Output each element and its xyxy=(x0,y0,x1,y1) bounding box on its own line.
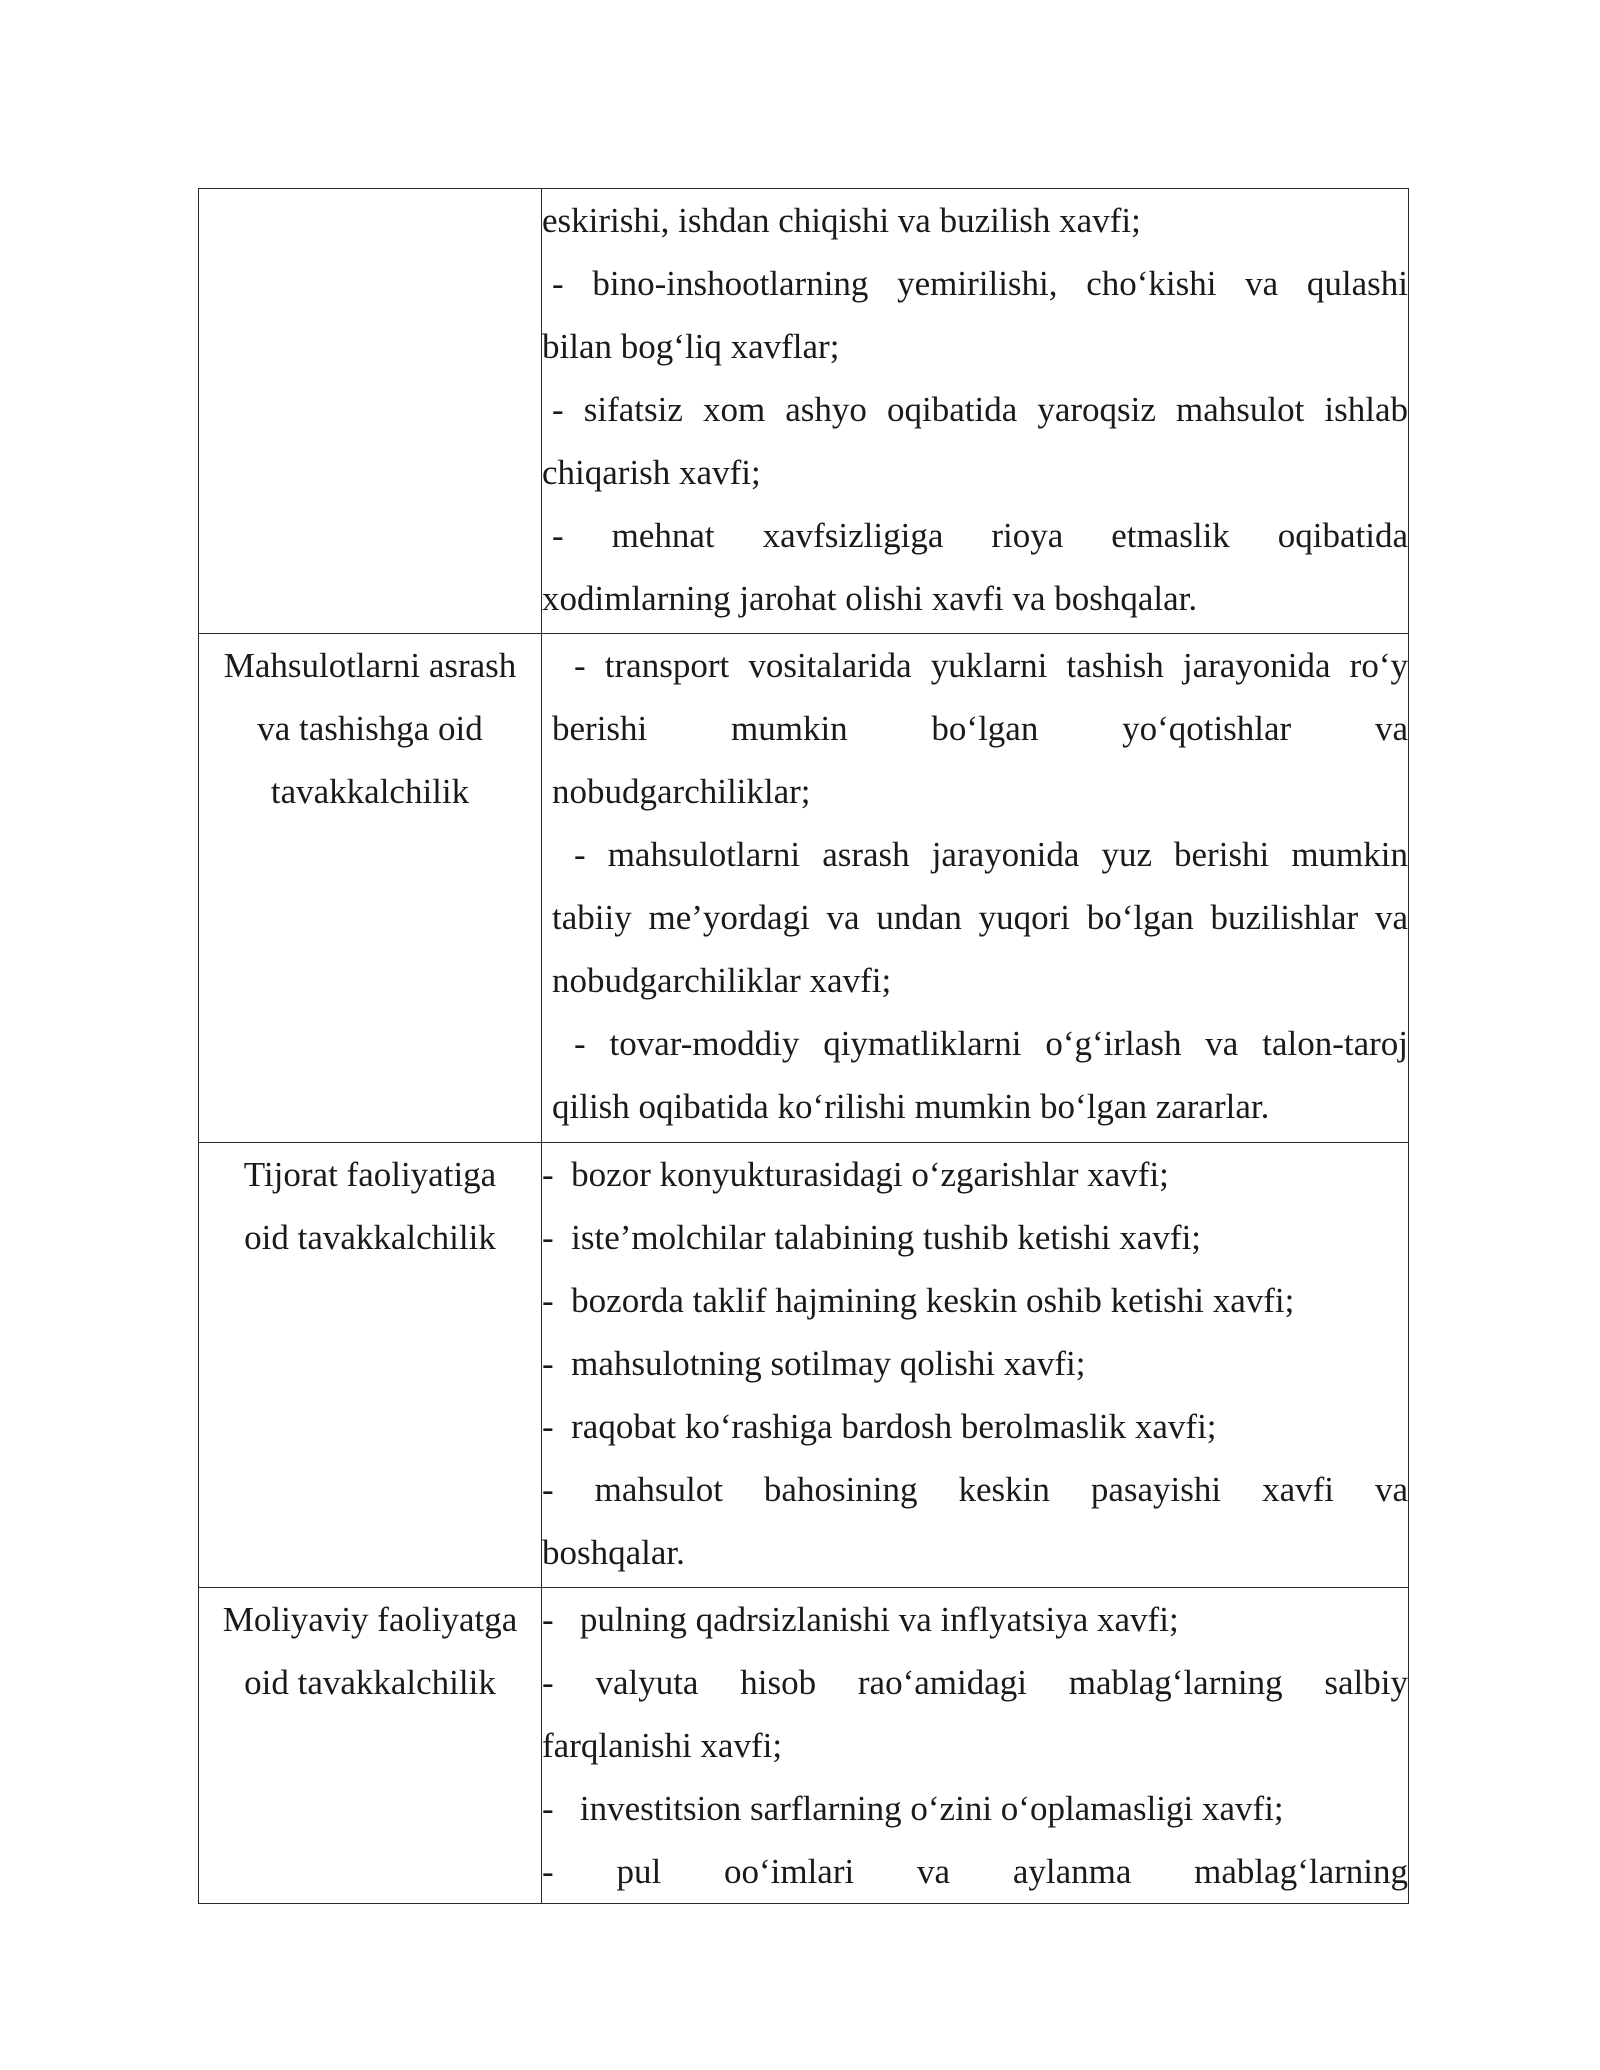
risk-table-body xyxy=(199,189,1409,1904)
description-line: nobudgarchiliklar; xyxy=(552,772,811,811)
description-line: - valyuta hisob rao‘amidagi mablag‘larning salbiy xyxy=(542,1663,1408,1702)
category-cell xyxy=(199,634,542,1143)
description-line: nobudgarchiliklar xavfi; xyxy=(552,961,892,1000)
category-cell xyxy=(199,189,542,634)
table-row xyxy=(199,189,1409,634)
description-line: - transport vositalarida yuklarni tashish jarayonida ro‘y xyxy=(574,646,1408,685)
description-line: - bino-inshootlarning yemirilishi, cho‘kishi va qulashi xyxy=(552,264,1408,303)
description-line: - tovar-moddiy qiymatliklarni o‘g‘irlash va talon-taroj xyxy=(574,1024,1408,1063)
description-cell xyxy=(542,1588,1409,1904)
table-row xyxy=(199,1588,1409,1904)
description-line: - iste’molchilar talabining tushib ketishi xavfi; xyxy=(542,1218,1202,1257)
description-line: - bozorda taklif hajmining keskin oshib ketishi xavfi; xyxy=(542,1281,1295,1320)
category-line: Tijorat faoliyatiga xyxy=(243,1155,497,1194)
category-line: Mahsulotlarni asrash xyxy=(223,646,517,685)
description-line: tabiiy me’yordagi va undan yuqori bo‘lgan buzilishlar va xyxy=(552,898,1408,937)
description-line: - raqobat ko‘rashiga bardosh berolmaslik xavfi; xyxy=(542,1407,1217,1446)
category-line: tavakkalchilik xyxy=(270,772,470,811)
table-row xyxy=(199,1143,1409,1588)
description-line: bilan bog‘liq xavflar; xyxy=(542,327,840,366)
description-line: eskirishi, ishdan chiqishi va buzilish xavfi; xyxy=(542,201,1141,240)
category-line: va tashishga oid xyxy=(257,709,483,748)
description-cell xyxy=(542,634,1409,1143)
category-line: oid tavakkalchilik xyxy=(244,1663,496,1702)
description-cell xyxy=(542,189,1409,634)
description-line: - pul oo‘imlari va aylanma mablag‘larning xyxy=(542,1852,1408,1891)
description-line: - mahsulot bahosining keskin pasayishi xavfi va xyxy=(542,1470,1408,1509)
description-line: farqlanishi xavfi; xyxy=(542,1726,783,1765)
category-cell xyxy=(199,1143,542,1588)
description-line: - mahsulotlarni asrash jarayonida yuz berishi mumkin xyxy=(574,835,1408,874)
table-row xyxy=(199,634,1409,1143)
description-line: berishi mumkin bo‘lgan yo‘qotishlar va xyxy=(552,709,1408,748)
description-line: chiqarish xavfi; xyxy=(542,453,761,492)
description-line: - sifatsiz xom ashyo oqibatida yaroqsiz mahsulot ishlab xyxy=(552,390,1408,429)
description-line: - bozor konyukturasidagi o‘zgarishlar xavfi; xyxy=(542,1155,1169,1194)
description-line: - mehnat xavfsizligiga rioya etmaslik oqibatida xyxy=(552,516,1408,555)
description-line: qilish oqibatida ko‘rilishi mumkin bo‘lgan zararlar. xyxy=(552,1087,1270,1126)
description-line: xodimlarning jarohat olishi xavfi va boshqalar. xyxy=(542,579,1198,618)
description-line: - investitsion sarflarning o‘zini o‘oplamasligi xavfi; xyxy=(542,1789,1284,1828)
description-cell xyxy=(542,1143,1409,1588)
description-line: boshqalar. xyxy=(542,1533,685,1572)
category-line: Moliyaviy faoliyatga xyxy=(222,1600,518,1639)
category-cell xyxy=(199,1588,542,1904)
risk-table xyxy=(198,188,1409,1904)
description-line: - pulning qadrsizlanishi va inflyatsiya xavfi; xyxy=(542,1600,1179,1639)
category-line: oid tavakkalchilik xyxy=(244,1218,496,1257)
description-line: - mahsulotning sotilmay qolishi xavfi; xyxy=(542,1344,1086,1383)
